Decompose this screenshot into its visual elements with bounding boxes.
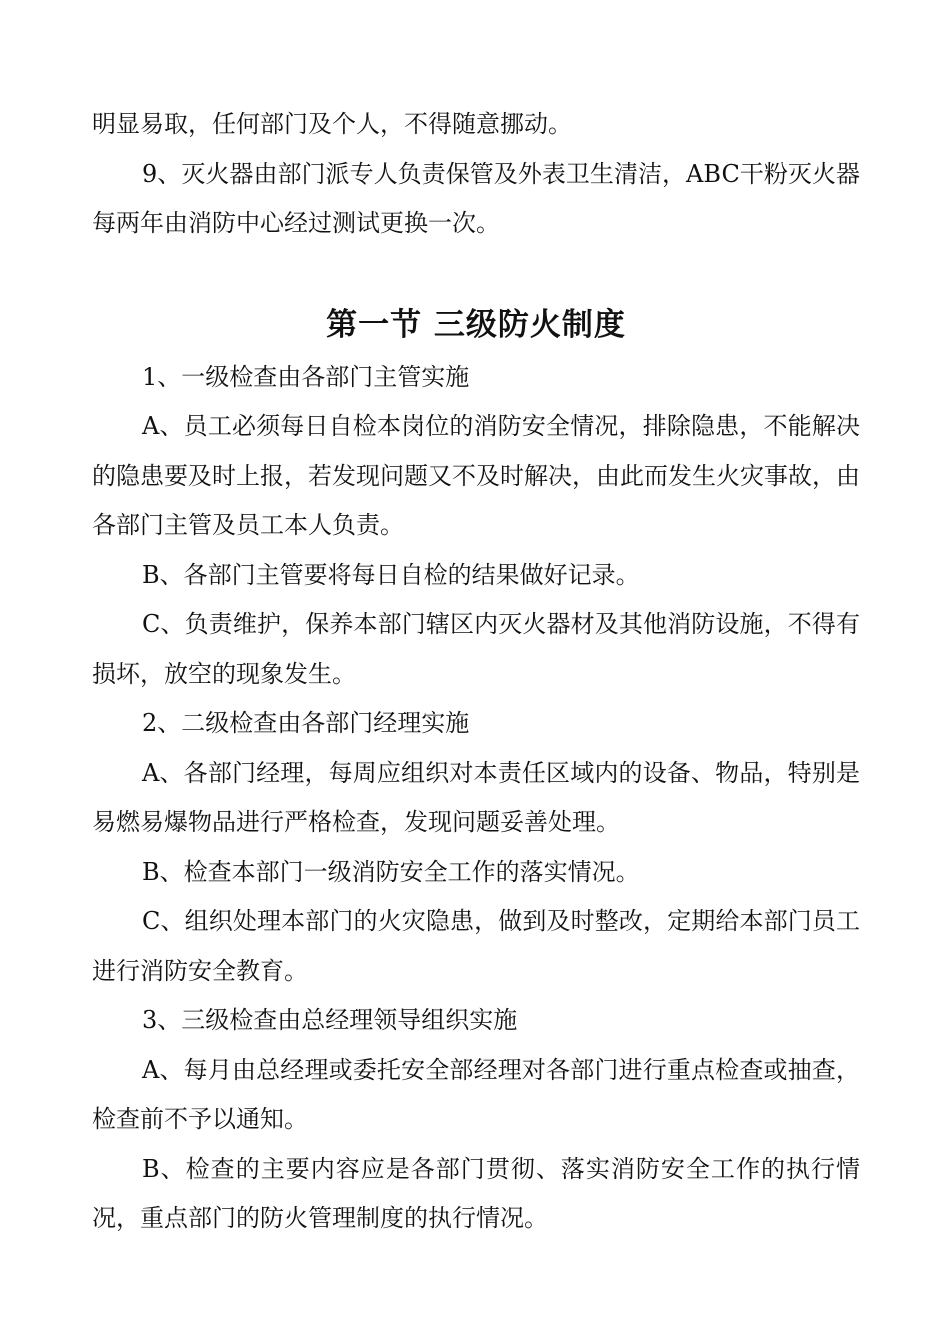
paragraph-continuation: 明显易取，任何部门及个人，不得随意挪动。: [92, 110, 572, 138]
section-title: 第一节 三级防火制度: [326, 306, 626, 343]
section-spacer: [92, 249, 860, 297]
paragraph-level-2-a: A、各部门经理，每周应组织对本责任区域内的设备、物品，特别是易燃易爆物品进行严格检查，发现问题妥善处理。: [92, 758, 860, 836]
paragraph-level-3-a: A、每月由总经理或委托安全部经理对各部门进行重点检查或抽查，检查前不予以通知。: [92, 1055, 860, 1133]
paragraph-level-2-heading: 2、二级检查由各部门经理实施: [142, 709, 470, 737]
paragraph-level-1-c: C、负责维护，保养本部门辖区内灭火器材及其他消防设施，不得有损坏，放空的现象发生。: [92, 610, 860, 688]
paragraph-level-3-heading: 3、三级检查由总经理领导组织实施: [142, 1006, 518, 1034]
paragraph-level-1-b: B、各部门主管要将每日自检的结果做好记录。: [142, 560, 640, 589]
paragraph-level-1-heading: 1、一级检查由各部门主管实施: [142, 362, 470, 391]
paragraph-level-1-a: A、员工必须每日自检本岗位的消防安全情况，排除隐患，不能解决的隐患要及时上报，若发现问题又不及时解决，由此而发生火灾事故，由各部门主管及员工本人负责。: [92, 412, 860, 539]
paragraph-level-2-c: C、组织处理本部门的火灾隐患，做到及时整改，定期给本部门员工进行消防安全教育。: [92, 907, 860, 985]
paragraph-level-3-b: B、检查的主要内容应是各部门贯彻、落实消防安全工作的执行情况，重点部门的防火管理制度的执行情况。: [92, 1154, 860, 1232]
document-page: [92, 100, 860, 1244]
paragraph-level-2-b: B、检查本部门一级消防安全工作的落实情况。: [142, 857, 640, 886]
paragraph-item-9: 9、灭火器由部门派专人负责保管及外表卫生清洁，ABC干粉灭火器每两年由消防中心经过测试更换一次。: [92, 159, 860, 237]
